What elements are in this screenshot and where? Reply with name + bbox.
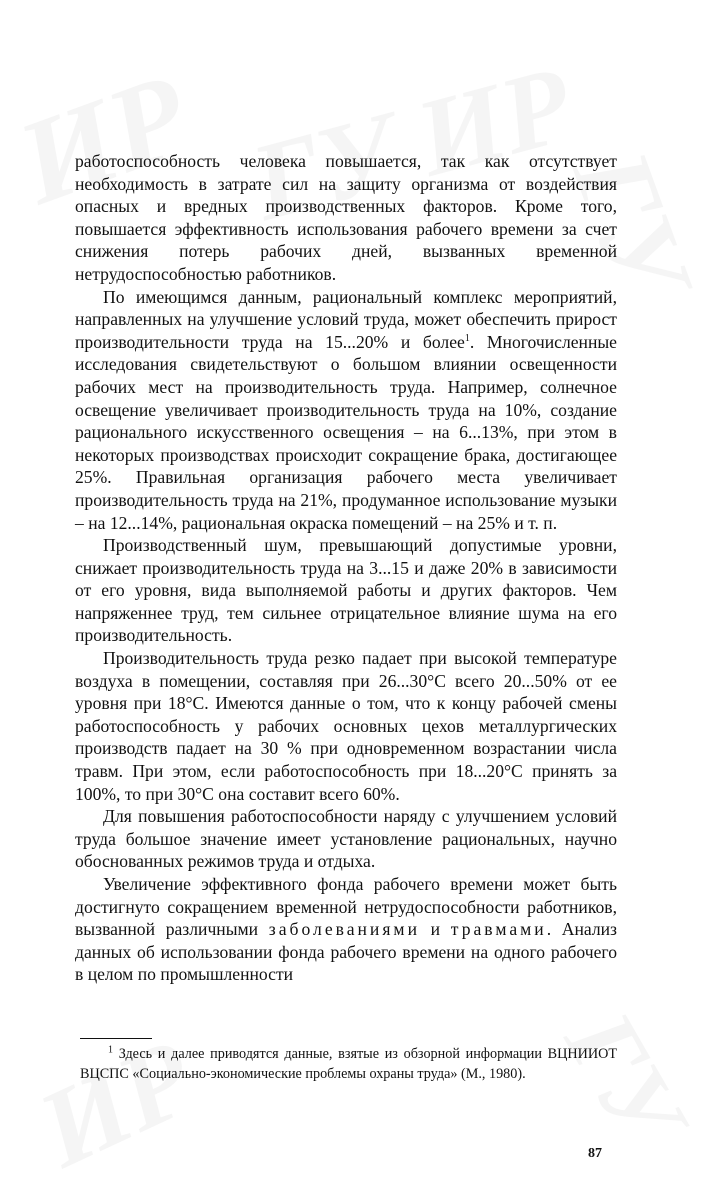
paragraph-text: По имеющимся данным, рациональный комплекс мероприятий, направленных на улучшение условий труда, может обеспечить прирост производительности труда на 15...20% и более [75,286,617,352]
emphasized-term: заболеваниями [268,919,420,940]
paragraph [75,805,617,873]
footnote-reference: 1 [464,332,470,344]
paragraph-text: . Многочисленные исследования свидетельствуют о большом влиянии освещенности рабочих мест на производительность труда. Например, солнечное освещение увеличивает производительность труда на 10%, создание рационального искусственного освещения – на 6...13%, при этом в некоторых производствах происходит сокращение брака, достигающее 25%. Правильная организация рабочего места увеличивает производительность труда на 21%, продуманное использование музыки – на 12...14%, рациональная окраска помещений – на 25% и т. п. [75,331,617,533]
watermark [20,1014,212,1194]
paragraph [75,873,617,986]
paragraph-text: Производственный шум, превышающий допустимые уровни, снижает производительность труда на 3...15 и даже 20% в зависимости от его уровня, вида выполняемой работы и других факторов. Чем напряженнее труд, тем сильнее отрицательное влияние шума на его производительность. [75,535,617,646]
body-text [75,150,617,986]
page-number: 87 [588,1146,602,1161]
footnote-text: Здесь и далее приводятся данные, взятые из обзорной информации ВЦНИИОТ ВЦСПС «Социально-экономические проблемы охраны труда» (М., 1980). [80,1046,617,1082]
paragraph [75,286,617,535]
paragraph [75,534,617,647]
paragraph-text: . Анализ данных об использовании фонда рабочего времени на одного рабочего в целом по промышленности [75,919,618,985]
paragraph-text: Увеличение эффективного фонда рабочего времени может быть достигнуто сокращением временной нетрудоспособности работников, вызванной различными [75,874,617,940]
paragraph-text: и [420,919,451,940]
paragraph-text: Производительность труда резко падает при высокой температуре воздуха в помещении, составляя при 26...30°С всего 20...50% от ее уровня при 18°С. Имеются данные о том, что к концу рабочей смены работоспособность у рабочих основных цехов металлургических производств падает на 30 % при одновременном возрастании числа травм. При этом, если работоспособность при 18...20°С принять за 100%, то при 30°С она составит всего 60%. [75,648,617,804]
footnote-marker: 1 [108,1044,113,1056]
paragraph-text: работоспособность человека повышается, так как отсутствует необходимость в затрате сил на защиту организма от воздействия опасных и вредных производственных факторов. Кроме того, повышается эффективность использования рабочего времени за счет снижения потерь рабочих дней, вызванных временной нетрудоспособностью работников. [75,151,617,284]
paragraph [75,647,617,805]
emphasized-term: травмами [450,919,547,940]
paragraph-text: Для повышения работоспособности наряду с улучшением условий труда большое значение имеет установление рациональных, научно обоснованных режимов труда и отдыха. [75,806,617,872]
footnote-divider [80,1038,152,1039]
footnote [80,1044,617,1084]
paragraph [75,150,617,286]
